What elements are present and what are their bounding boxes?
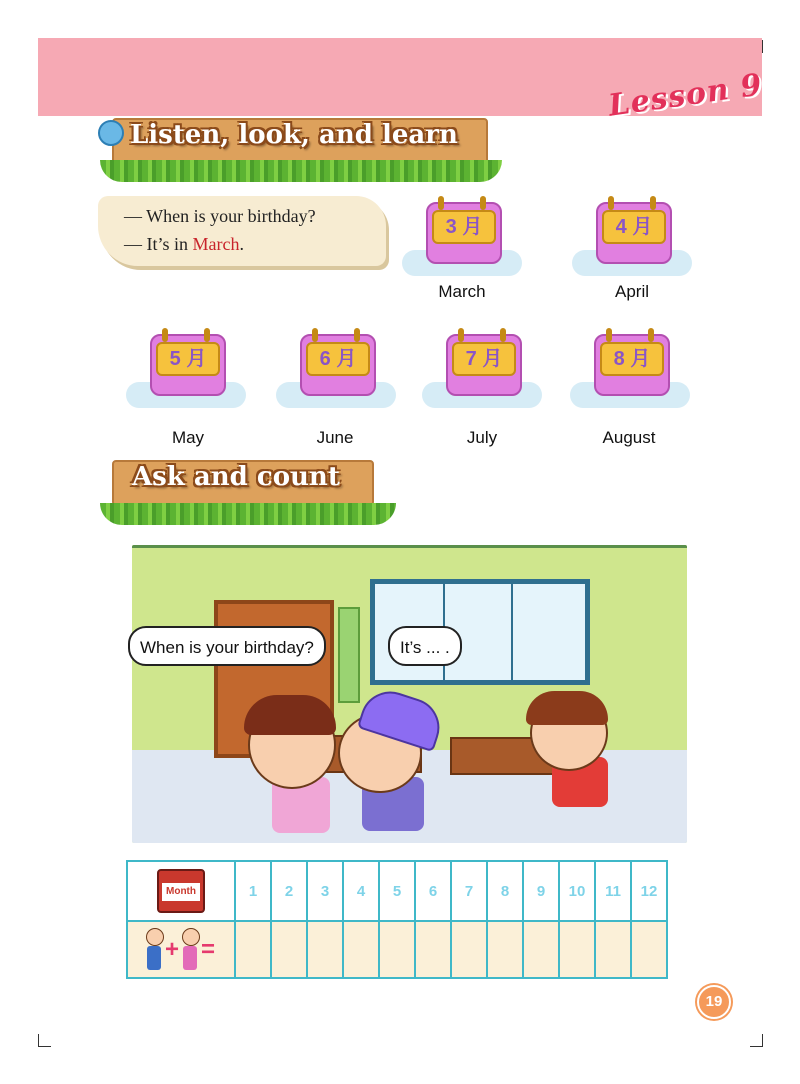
month-number-cell: 11 bbox=[595, 861, 631, 921]
month-number-cell: 2 bbox=[271, 861, 307, 921]
table-count-row bbox=[127, 921, 667, 978]
listen-banner-grass bbox=[100, 160, 502, 182]
count-input-cell[interactable] bbox=[487, 921, 523, 978]
boys-plus-girls-cell bbox=[127, 921, 235, 978]
boy-icon bbox=[145, 928, 163, 972]
calendar-icon-may bbox=[126, 322, 246, 408]
ask-banner-grass bbox=[100, 503, 396, 525]
section-title-ask: Ask and count bbox=[132, 462, 340, 492]
month-number-cell: 9 bbox=[523, 861, 559, 921]
month-number-cell: 6 bbox=[415, 861, 451, 921]
count-input-cell[interactable] bbox=[379, 921, 415, 978]
dialogue-line-2-month: March bbox=[192, 234, 240, 254]
count-input-cell[interactable] bbox=[451, 921, 487, 978]
month-label-may: May bbox=[171, 428, 205, 447]
count-input-cell[interactable] bbox=[271, 921, 307, 978]
month-label-april: April bbox=[614, 282, 649, 301]
calendar-face: 3 月 bbox=[432, 210, 496, 244]
count-input-cell[interactable] bbox=[595, 921, 631, 978]
month-label-july: July bbox=[466, 428, 498, 447]
crop-mark-bottom-left bbox=[38, 1034, 51, 1047]
dialogue-line-2-prefix: — It’s in bbox=[124, 234, 193, 254]
speaker-icon bbox=[98, 120, 124, 146]
calendar-icon-july bbox=[422, 322, 542, 408]
count-input-cell[interactable] bbox=[307, 921, 343, 978]
equals-sign: = bbox=[201, 935, 216, 963]
calendar-face: 8 月 bbox=[600, 342, 664, 376]
table-header-row bbox=[127, 861, 667, 921]
month-number-cell: 10 bbox=[559, 861, 595, 921]
girl-right-hair bbox=[526, 691, 608, 725]
calendar-face: 5 月 bbox=[156, 342, 220, 376]
birthday-tally-table bbox=[126, 860, 668, 979]
month-number-cell: 1 bbox=[235, 861, 271, 921]
count-input-cell[interactable] bbox=[343, 921, 379, 978]
month-label-june: June bbox=[316, 428, 354, 447]
month-number-cell: 4 bbox=[343, 861, 379, 921]
calendar-face: 4 月 bbox=[602, 210, 666, 244]
month-cell bbox=[127, 861, 235, 921]
speech-bubble-left: When is your birthday? bbox=[128, 626, 326, 666]
dialogue-line-2-suffix: . bbox=[239, 234, 244, 254]
calendar-icon-april bbox=[572, 190, 692, 276]
month-number-cell: 8 bbox=[487, 861, 523, 921]
month-number-cell: 12 bbox=[631, 861, 667, 921]
girl-icon bbox=[181, 928, 199, 972]
month-number-cell: 3 bbox=[307, 861, 343, 921]
girl-left-hair bbox=[244, 695, 336, 735]
month-number-cell: 5 bbox=[379, 861, 415, 921]
green-board bbox=[338, 607, 360, 703]
count-input-cell[interactable] bbox=[415, 921, 451, 978]
month-label-march: March bbox=[438, 282, 486, 301]
calendar-icon-june bbox=[276, 322, 396, 408]
count-input-cell[interactable] bbox=[235, 921, 271, 978]
calendar-icon-august bbox=[570, 322, 690, 408]
crop-mark-bottom-right bbox=[750, 1034, 763, 1047]
month-icon-label: Month bbox=[162, 883, 200, 901]
calendar-face: 6 月 bbox=[306, 342, 370, 376]
calendar-icon-march bbox=[402, 190, 522, 276]
page-number: 19 bbox=[697, 985, 731, 1019]
plus-sign: + bbox=[164, 935, 179, 963]
month-label-august: August bbox=[602, 428, 656, 447]
count-input-cell[interactable] bbox=[523, 921, 559, 978]
dialogue-line-2 bbox=[124, 234, 244, 255]
section-title-listen: Listen, look, and learn bbox=[130, 120, 458, 150]
lesson-title: Lesson 9 bbox=[606, 67, 765, 124]
speech-bubble-right: It’s ... . bbox=[388, 626, 462, 666]
month-number-cell: 7 bbox=[451, 861, 487, 921]
count-input-cell[interactable] bbox=[631, 921, 667, 978]
count-input-cell[interactable] bbox=[559, 921, 595, 978]
calendar-face: 7 月 bbox=[452, 342, 516, 376]
classroom-scene bbox=[132, 545, 687, 843]
month-calendar-icon bbox=[157, 869, 205, 913]
dialogue-line-1: — When is your birthday? bbox=[124, 206, 316, 226]
